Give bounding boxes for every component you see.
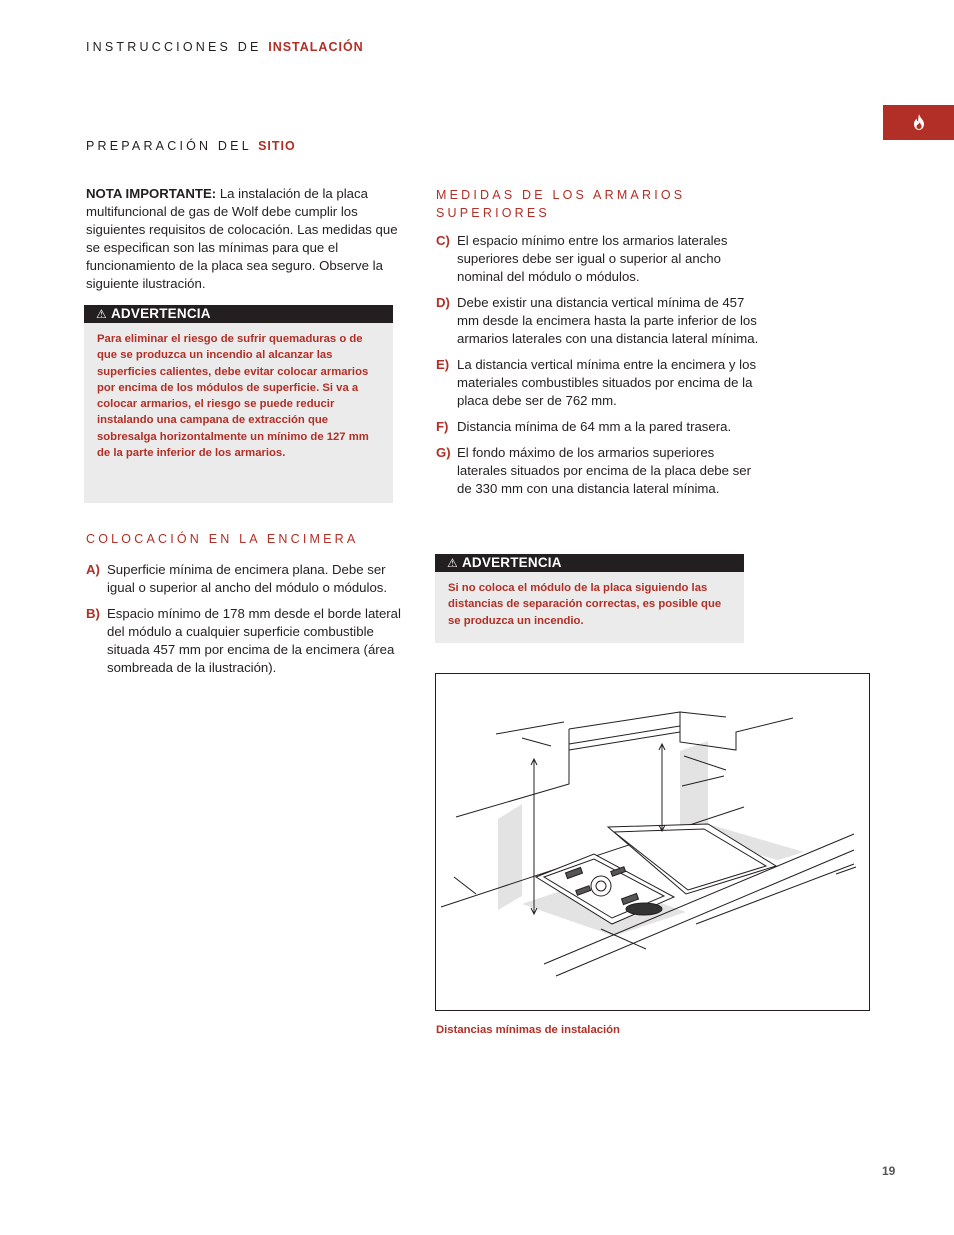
warning-header xyxy=(84,305,393,323)
list-item xyxy=(436,356,766,410)
item-text: Debe existir una distancia vertical mínima de 457 mm desde la encimera hasta la parte inferior de los armarios laterales con una distancia lateral mínima. xyxy=(457,295,759,346)
item-letter: A) xyxy=(86,562,100,577)
page-number: 19 xyxy=(882,1164,896,1178)
header-highlight: INSTALACIÓN xyxy=(268,40,364,54)
item-text: Superficie mínima de encimera plana. Debe ser igual o superior al ancho del módulo o módulos. xyxy=(107,562,388,595)
installation-illustration xyxy=(436,674,869,1010)
colocacion-list xyxy=(86,561,406,685)
diagram-caption: Distancias mínimas de instalación xyxy=(436,1024,620,1036)
warning-title: ADVERTENCIA xyxy=(461,555,562,570)
list-item xyxy=(436,418,766,436)
list-item xyxy=(436,444,766,498)
colocacion-title: COLOCACIÓN EN LA ENCIMERA xyxy=(86,532,359,546)
item-text: La distancia vertical mínima entre la encimera y los materiales combustibles situados por encima de la placa debe ser de 762 mm. xyxy=(457,357,757,408)
warning-header xyxy=(435,554,744,572)
medidas-title-line2: SUPERIORES xyxy=(436,206,550,220)
item-letter: E) xyxy=(436,357,450,372)
intro-bold-label: NOTA IMPORTANTE: xyxy=(86,186,217,201)
item-text: El espacio mínimo entre los armarios laterales superiores debe ser igual o superior al ancho nominal del módulo o módulos. xyxy=(457,233,728,284)
medidas-title-line1: MEDIDAS DE LOS ARMARIOS xyxy=(436,188,686,202)
medidas-list xyxy=(436,232,766,506)
item-letter: D) xyxy=(436,295,450,310)
item-letter: C) xyxy=(436,233,450,248)
list-item xyxy=(436,294,766,348)
item-letter: B) xyxy=(86,606,100,621)
warning-title: ADVERTENCIA xyxy=(110,306,211,321)
page-header xyxy=(86,40,364,54)
item-text: Distancia mínima de 64 mm a la pared trasera. xyxy=(457,419,732,434)
section-tab xyxy=(883,105,954,140)
warning-text: Para eliminar el riesgo de sufrir quemaduras o de que se produzca un incendio al alcanzar las superficies calientes, debe evitar colocar armarios por encima de los módulos de superficie. Si va a colocar armarios, el riesgo se puede reducir instalando una campana de extracción que sobresalga horizontalmente un mínimo de 127 mm de la parte inferior de los armarios. xyxy=(97,333,369,460)
warning-icon: ⚠ xyxy=(447,556,458,570)
installation-diagram xyxy=(435,673,870,1011)
intro-paragraph xyxy=(86,185,398,293)
header-prefix: INSTRUCCIONES DE xyxy=(86,40,262,54)
warning-box-1 xyxy=(84,305,393,503)
list-item xyxy=(436,232,766,286)
section-title xyxy=(86,139,296,153)
intro-text: La instalación de la placa multifuncional de gas de Wolf debe cumplir los siguientes requisitos de colocación. Las medidas que se especifican son las mínimas para que el funcionamiento de la placa sea seguro. Observe la siguiente ilustración. xyxy=(86,186,398,291)
section-highlight: SITIO xyxy=(258,139,296,153)
item-text: Espacio mínimo de 178 mm desde el borde lateral del módulo a cualquier superficie combustible situada 457 mm por encima de la encimera (área sombreada de la ilustración). xyxy=(107,606,401,675)
warning-text: Si no coloca el módulo de la placa siguiendo las distancias de separación correctas, es posible que se produzca un incendio. xyxy=(448,582,722,627)
item-letter: F) xyxy=(436,419,449,434)
flame-icon xyxy=(913,114,925,130)
section-prefix: PREPARACIÓN DEL xyxy=(86,139,252,153)
item-text: El fondo máximo de los armarios superiores laterales situados por encima de la placa debe ser de 330 mm con una distancia lateral mínima. xyxy=(457,445,751,496)
warning-box-2 xyxy=(435,554,744,643)
item-letter: G) xyxy=(436,445,451,460)
warning-icon: ⚠ xyxy=(96,307,107,321)
list-item xyxy=(86,605,406,677)
medidas-title xyxy=(436,186,685,222)
list-item xyxy=(86,561,406,597)
